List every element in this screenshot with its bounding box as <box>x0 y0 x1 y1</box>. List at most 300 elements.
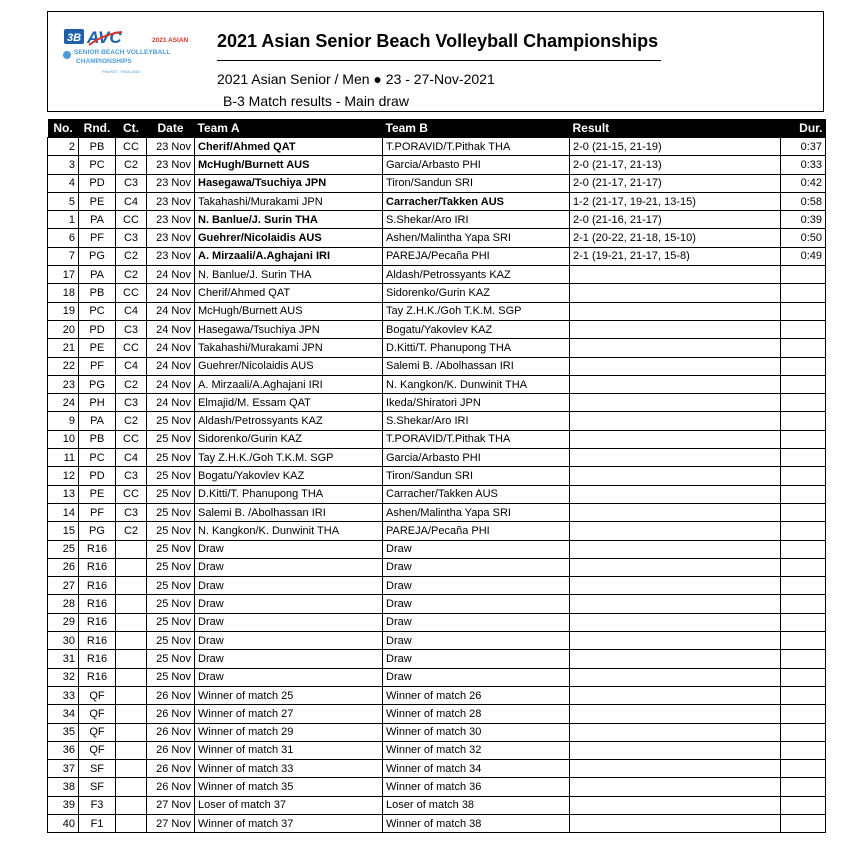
date-cell: 25 Nov <box>147 449 195 467</box>
result-cell <box>570 723 781 741</box>
duration-cell <box>781 522 826 540</box>
table-row <box>48 211 826 229</box>
column-header-court: Ct. <box>116 119 147 138</box>
court-cell: C4 <box>116 449 147 467</box>
table-row <box>48 723 826 741</box>
team-a-cell: McHugh/Burnett AUS <box>195 302 383 320</box>
court-cell: CC <box>116 430 147 448</box>
table-row <box>48 229 826 247</box>
round-cell: SF <box>79 778 116 796</box>
court-cell: CC <box>116 284 147 302</box>
court-cell <box>116 796 147 814</box>
round-cell: R16 <box>79 540 116 558</box>
court-cell: CC <box>116 339 147 357</box>
duration-cell <box>781 467 826 485</box>
round-cell: R16 <box>79 558 116 576</box>
duration-cell <box>781 320 826 338</box>
match-number-cell: 5 <box>48 192 79 210</box>
team-b-cell: Draw <box>383 613 570 631</box>
date-cell: 25 Nov <box>147 412 195 430</box>
result-cell <box>570 577 781 595</box>
result-cell <box>570 558 781 576</box>
duration-cell: 0:39 <box>781 211 826 229</box>
section-title: B-3 Match results - Main draw <box>223 93 409 109</box>
court-cell: C4 <box>116 192 147 210</box>
table-row <box>48 430 826 448</box>
match-number-cell: 10 <box>48 430 79 448</box>
duration-cell <box>781 284 826 302</box>
court-cell <box>116 760 147 778</box>
court-cell: C2 <box>116 247 147 265</box>
round-cell: PE <box>79 485 116 503</box>
match-results-table <box>47 119 826 833</box>
date-cell: 26 Nov <box>147 741 195 759</box>
court-cell <box>116 650 147 668</box>
result-cell <box>570 705 781 723</box>
match-number-cell: 20 <box>48 320 79 338</box>
court-cell: C2 <box>116 156 147 174</box>
team-a-cell: N. Kangkon/K. Dunwinit THA <box>195 522 383 540</box>
table-row <box>48 302 826 320</box>
court-cell <box>116 632 147 650</box>
match-number-cell: 29 <box>48 613 79 631</box>
result-cell <box>570 503 781 521</box>
round-cell: PG <box>79 247 116 265</box>
round-cell: PD <box>79 467 116 485</box>
team-a-cell: A. Mirzaali/A.Aghajani IRI <box>195 247 383 265</box>
duration-cell <box>781 485 826 503</box>
result-cell <box>570 668 781 686</box>
team-a-cell: Winner of match 35 <box>195 778 383 796</box>
round-cell: PF <box>79 357 116 375</box>
court-cell: CC <box>116 138 147 156</box>
result-cell <box>570 686 781 704</box>
table-row <box>48 558 826 576</box>
team-a-cell: Draw <box>195 558 383 576</box>
team-a-cell: A. Mirzaali/A.Aghajani IRI <box>195 375 383 393</box>
match-number-cell: 7 <box>48 247 79 265</box>
table-row <box>48 156 826 174</box>
team-b-cell: Draw <box>383 650 570 668</box>
round-cell: PB <box>79 138 116 156</box>
court-cell: CC <box>116 211 147 229</box>
logo-badge-text: 3B <box>66 32 82 44</box>
team-b-cell: Draw <box>383 595 570 613</box>
result-cell <box>570 284 781 302</box>
team-b-cell: D.Kitti/T. Phanupong THA <box>383 339 570 357</box>
round-cell: PC <box>79 302 116 320</box>
court-cell <box>116 814 147 832</box>
match-number-cell: 24 <box>48 394 79 412</box>
team-b-cell: Tay Z.H.K./Goh T.K.M. SGP <box>383 302 570 320</box>
team-a-cell: N. Banlue/J. Surin THA <box>195 266 383 284</box>
column-header-round: Rnd. <box>79 119 116 138</box>
match-number-cell: 28 <box>48 595 79 613</box>
match-number-cell: 40 <box>48 814 79 832</box>
date-cell: 23 Nov <box>147 211 195 229</box>
match-number-cell: 39 <box>48 796 79 814</box>
team-a-cell: Draw <box>195 650 383 668</box>
round-cell: PC <box>79 449 116 467</box>
column-header-team-b: Team B <box>383 119 570 138</box>
duration-cell: 0:42 <box>781 174 826 192</box>
court-cell: C3 <box>116 320 147 338</box>
date-cell: 27 Nov <box>147 814 195 832</box>
team-a-cell: Draw <box>195 577 383 595</box>
court-cell: C2 <box>116 375 147 393</box>
date-cell: 25 Nov <box>147 558 195 576</box>
duration-cell <box>781 650 826 668</box>
court-cell <box>116 705 147 723</box>
date-cell: 26 Nov <box>147 686 195 704</box>
round-cell: F1 <box>79 814 116 832</box>
team-b-cell: Winner of match 30 <box>383 723 570 741</box>
team-a-cell: McHugh/Burnett AUS <box>195 156 383 174</box>
round-cell: PD <box>79 320 116 338</box>
event-logo <box>62 26 196 82</box>
date-cell: 26 Nov <box>147 723 195 741</box>
match-number-cell: 15 <box>48 522 79 540</box>
round-cell: R16 <box>79 577 116 595</box>
team-a-cell: Salemi B. /Abolhassan IRI <box>195 503 383 521</box>
date-cell: 25 Nov <box>147 503 195 521</box>
team-a-cell: Draw <box>195 632 383 650</box>
table-row <box>48 595 826 613</box>
match-number-cell: 3 <box>48 156 79 174</box>
round-cell: QF <box>79 741 116 759</box>
round-cell: R16 <box>79 595 116 613</box>
match-number-cell: 36 <box>48 741 79 759</box>
table-row <box>48 522 826 540</box>
court-cell <box>116 778 147 796</box>
match-number-cell: 33 <box>48 686 79 704</box>
match-number-cell: 23 <box>48 375 79 393</box>
date-cell: 24 Nov <box>147 339 195 357</box>
round-cell: QF <box>79 686 116 704</box>
table-body <box>48 138 826 833</box>
round-cell: F3 <box>79 796 116 814</box>
duration-cell <box>781 796 826 814</box>
result-cell <box>570 266 781 284</box>
date-cell: 24 Nov <box>147 357 195 375</box>
logo-line1-text: SENIOR BEACH VOLLEYBALL <box>74 49 171 56</box>
table-row <box>48 412 826 430</box>
result-cell <box>570 394 781 412</box>
table-row <box>48 339 826 357</box>
result-cell <box>570 357 781 375</box>
result-cell <box>570 485 781 503</box>
court-cell: C2 <box>116 522 147 540</box>
result-cell <box>570 814 781 832</box>
team-b-cell: Ikeda/Shiratori JPN <box>383 394 570 412</box>
court-cell: C2 <box>116 412 147 430</box>
duration-cell: 0:33 <box>781 156 826 174</box>
date-cell: 24 Nov <box>147 394 195 412</box>
duration-cell <box>781 577 826 595</box>
table-row <box>48 485 826 503</box>
duration-cell <box>781 632 826 650</box>
result-cell: 1-2 (21-17, 19-21, 13-15) <box>570 192 781 210</box>
table-row <box>48 632 826 650</box>
result-cell: 2-1 (19-21, 21-17, 15-8) <box>570 247 781 265</box>
match-number-cell: 14 <box>48 503 79 521</box>
table-row <box>48 540 826 558</box>
team-a-cell: Draw <box>195 540 383 558</box>
team-a-cell: Winner of match 33 <box>195 760 383 778</box>
table-row <box>48 357 826 375</box>
duration-cell <box>781 449 826 467</box>
team-a-cell: Draw <box>195 595 383 613</box>
result-cell <box>570 760 781 778</box>
match-number-cell: 26 <box>48 558 79 576</box>
match-number-cell: 4 <box>48 174 79 192</box>
team-b-cell: Carracher/Takken AUS <box>383 192 570 210</box>
column-header-date: Date <box>147 119 195 138</box>
match-number-cell: 32 <box>48 668 79 686</box>
team-b-cell: Ashen/Malintha Yapa SRI <box>383 229 570 247</box>
duration-cell <box>781 430 826 448</box>
team-b-cell: PAREJA/Pecaña PHI <box>383 522 570 540</box>
duration-cell <box>781 778 826 796</box>
team-a-cell: Winner of match 37 <box>195 814 383 832</box>
table-row <box>48 650 826 668</box>
round-cell: R16 <box>79 613 116 631</box>
result-cell <box>570 613 781 631</box>
court-cell <box>116 595 147 613</box>
team-b-cell: Winner of match 32 <box>383 741 570 759</box>
date-cell: 25 Nov <box>147 650 195 668</box>
date-cell: 25 Nov <box>147 613 195 631</box>
date-cell: 24 Nov <box>147 284 195 302</box>
team-b-cell: Winner of match 26 <box>383 686 570 704</box>
match-number-cell: 13 <box>48 485 79 503</box>
round-cell: PF <box>79 503 116 521</box>
table-row <box>48 686 826 704</box>
duration-cell <box>781 741 826 759</box>
column-header-result: Result <box>570 119 781 138</box>
court-cell <box>116 540 147 558</box>
duration-cell: 0:37 <box>781 138 826 156</box>
result-cell: 2-0 (21-16, 21-17) <box>570 211 781 229</box>
result-cell <box>570 741 781 759</box>
team-b-cell: Draw <box>383 632 570 650</box>
court-cell: C4 <box>116 302 147 320</box>
duration-cell <box>781 705 826 723</box>
duration-cell <box>781 357 826 375</box>
match-number-cell: 31 <box>48 650 79 668</box>
team-a-cell: Takahashi/Murakami JPN <box>195 339 383 357</box>
duration-cell <box>781 595 826 613</box>
table-row <box>48 266 826 284</box>
round-cell: PE <box>79 339 116 357</box>
round-cell: PA <box>79 412 116 430</box>
result-cell <box>570 632 781 650</box>
duration-cell <box>781 686 826 704</box>
result-cell <box>570 778 781 796</box>
court-cell: C3 <box>116 467 147 485</box>
court-cell <box>116 613 147 631</box>
table-row <box>48 192 826 210</box>
date-cell: 26 Nov <box>147 760 195 778</box>
team-b-cell: PAREJA/Pecaña PHI <box>383 247 570 265</box>
round-cell: PA <box>79 266 116 284</box>
round-cell: PG <box>79 375 116 393</box>
date-cell: 23 Nov <box>147 247 195 265</box>
result-cell <box>570 375 781 393</box>
result-cell: 2-0 (21-17, 21-17) <box>570 174 781 192</box>
document-title: 2021 Asian Senior Beach Volleyball Championships <box>217 31 659 51</box>
round-cell: R16 <box>79 632 116 650</box>
team-a-cell: Cherif/Ahmed QAT <box>195 284 383 302</box>
team-b-cell: Aldash/Petrossyants KAZ <box>383 266 570 284</box>
result-cell <box>570 302 781 320</box>
team-a-cell: Elmajid/M. Essam QAT <box>195 394 383 412</box>
date-cell: 24 Nov <box>147 320 195 338</box>
result-cell <box>570 796 781 814</box>
team-b-cell: N. Kangkon/K. Dunwinit THA <box>383 375 570 393</box>
table-header-row <box>48 119 826 138</box>
court-cell <box>116 723 147 741</box>
date-cell: 23 Nov <box>147 229 195 247</box>
table-row <box>48 778 826 796</box>
date-cell: 23 Nov <box>147 192 195 210</box>
logo-brand-text: AVC <box>87 28 122 47</box>
column-header-team-a: Team A <box>195 119 383 138</box>
round-cell: QF <box>79 705 116 723</box>
duration-cell: 0:58 <box>781 192 826 210</box>
round-cell: SF <box>79 760 116 778</box>
result-cell <box>570 430 781 448</box>
match-number-cell: 21 <box>48 339 79 357</box>
team-b-cell: Ashen/Malintha Yapa SRI <box>383 503 570 521</box>
team-b-cell: Winner of match 28 <box>383 705 570 723</box>
title-divider <box>217 60 661 61</box>
table-row <box>48 668 826 686</box>
table-row <box>48 741 826 759</box>
team-a-cell: Guehrer/Nicolaidis AUS <box>195 357 383 375</box>
table-row <box>48 320 826 338</box>
table-row <box>48 284 826 302</box>
team-b-cell: Tiron/Sandun SRI <box>383 174 570 192</box>
column-header-duration: Dur. <box>781 119 826 138</box>
team-a-cell: Loser of match 37 <box>195 796 383 814</box>
court-cell <box>116 686 147 704</box>
match-number-cell: 34 <box>48 705 79 723</box>
court-cell <box>116 741 147 759</box>
team-b-cell: Sidorenko/Gurin KAZ <box>383 284 570 302</box>
table-row <box>48 705 826 723</box>
match-number-cell: 25 <box>48 540 79 558</box>
match-number-cell: 22 <box>48 357 79 375</box>
team-a-cell: Draw <box>195 613 383 631</box>
match-number-cell: 35 <box>48 723 79 741</box>
date-cell: 24 Nov <box>147 266 195 284</box>
team-a-cell: Winner of match 29 <box>195 723 383 741</box>
document-subtitle: 2021 Asian Senior / Men ● 23 - 27-Nov-2021 <box>217 71 495 87</box>
team-b-cell: Tiron/Sandun SRI <box>383 467 570 485</box>
result-cell: 2-0 (21-15, 21-19) <box>570 138 781 156</box>
duration-cell: 0:49 <box>781 247 826 265</box>
match-number-cell: 9 <box>48 412 79 430</box>
table-row <box>48 394 826 412</box>
duration-cell <box>781 266 826 284</box>
round-cell: PB <box>79 430 116 448</box>
team-b-cell: Draw <box>383 577 570 595</box>
round-cell: PD <box>79 174 116 192</box>
round-cell: PC <box>79 156 116 174</box>
round-cell: PB <box>79 284 116 302</box>
table-row <box>48 796 826 814</box>
team-b-cell: S.Shekar/Aro IRI <box>383 211 570 229</box>
team-b-cell: Garcia/Arbasto PHI <box>383 449 570 467</box>
duration-cell <box>781 540 826 558</box>
duration-cell <box>781 814 826 832</box>
team-b-cell: Draw <box>383 558 570 576</box>
match-number-cell: 17 <box>48 266 79 284</box>
result-cell: 2-1 (20-22, 21-18, 15-10) <box>570 229 781 247</box>
duration-cell <box>781 302 826 320</box>
match-number-cell: 11 <box>48 449 79 467</box>
team-a-cell: Aldash/Petrossyants KAZ <box>195 412 383 430</box>
table-row <box>48 375 826 393</box>
court-cell: C2 <box>116 266 147 284</box>
team-b-cell: Bogatu/Yakovlev KAZ <box>383 320 570 338</box>
date-cell: 25 Nov <box>147 668 195 686</box>
duration-cell <box>781 558 826 576</box>
team-a-cell: Tay Z.H.K./Goh T.K.M. SGP <box>195 449 383 467</box>
team-a-cell: Hasegawa/Tsuchiya JPN <box>195 320 383 338</box>
round-cell: R16 <box>79 668 116 686</box>
team-b-cell: Winner of match 38 <box>383 814 570 832</box>
date-cell: 26 Nov <box>147 705 195 723</box>
match-number-cell: 18 <box>48 284 79 302</box>
round-cell: PA <box>79 211 116 229</box>
result-cell <box>570 595 781 613</box>
team-a-cell: Winner of match 31 <box>195 741 383 759</box>
result-cell <box>570 320 781 338</box>
court-cell: C3 <box>116 503 147 521</box>
date-cell: 25 Nov <box>147 522 195 540</box>
team-a-cell: Takahashi/Murakami JPN <box>195 192 383 210</box>
logo-ball-icon <box>63 51 71 59</box>
table-row <box>48 577 826 595</box>
date-cell: 25 Nov <box>147 595 195 613</box>
match-number-cell: 27 <box>48 577 79 595</box>
team-a-cell: Sidorenko/Gurin KAZ <box>195 430 383 448</box>
column-header-no: No. <box>48 119 79 138</box>
date-cell: 24 Nov <box>147 375 195 393</box>
match-number-cell: 37 <box>48 760 79 778</box>
date-cell: 25 Nov <box>147 485 195 503</box>
header-box <box>47 11 824 112</box>
match-number-cell: 2 <box>48 138 79 156</box>
result-cell: 2-0 (21-17, 21-13) <box>570 156 781 174</box>
round-cell: PF <box>79 229 116 247</box>
date-cell: 25 Nov <box>147 540 195 558</box>
team-a-cell: Winner of match 25 <box>195 686 383 704</box>
match-number-cell: 6 <box>48 229 79 247</box>
match-number-cell: 19 <box>48 302 79 320</box>
duration-cell: 0:50 <box>781 229 826 247</box>
result-cell <box>570 339 781 357</box>
table-row <box>48 247 826 265</box>
duration-cell <box>781 339 826 357</box>
court-cell <box>116 558 147 576</box>
duration-cell <box>781 613 826 631</box>
round-cell: PH <box>79 394 116 412</box>
result-cell <box>570 522 781 540</box>
team-b-cell: Draw <box>383 540 570 558</box>
